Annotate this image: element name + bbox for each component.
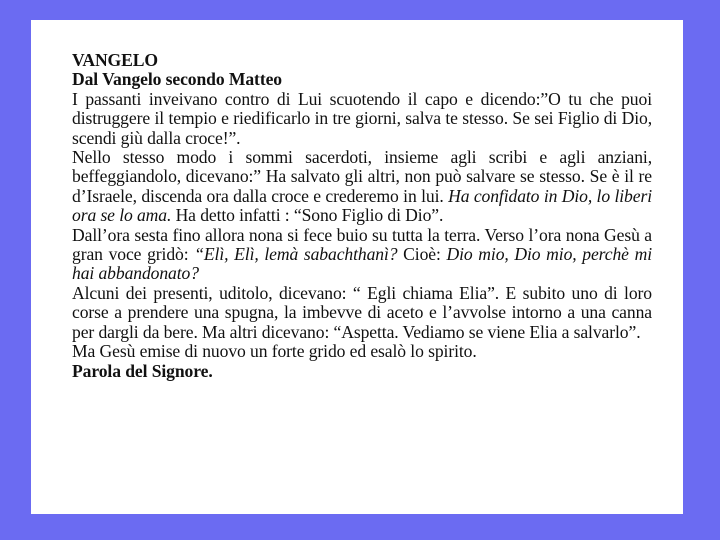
reading-title: VANGELO bbox=[72, 50, 158, 70]
paragraph bbox=[72, 342, 652, 361]
paragraph-text: Nello stesso modo i sommi sacerdoti, insieme agli scribi e agli anziani, beffeggiandolo, dicevano:” Ha salvato gli altri, non può salvare se stesso. Se è il re d’Israele, discenda ora dalla croce e crederemo in lui. bbox=[72, 147, 652, 206]
paragraph bbox=[72, 90, 652, 148]
reading-closing: Parola del Signore. bbox=[72, 360, 213, 381]
paragraph-italic-text: Dio mio, Dio mio, perchè mi hai abbandonato? bbox=[72, 244, 652, 284]
paragraph-text: Cioè: bbox=[397, 244, 447, 265]
paragraph-italic-text: “Elì, Elì, lemà sabachthanì? bbox=[194, 244, 398, 265]
paragraph-text: Ma Gesù emise di nuovo un forte grido ed esalò lo spirito. bbox=[72, 341, 477, 362]
paragraph-text: Dall’ora sesta fino allora nona si fece buio su tutta la terra. Verso l’ora nona Gesù a gran voce gridò: bbox=[72, 224, 652, 265]
slide-page bbox=[31, 20, 683, 514]
paragraph-text: I passanti inveivano contro di Lui scuotendo il capo e dicendo:”O tu che puoi distruggere il tempio e riedificarlo in tre giorni, salva te stesso. Se sei Figlio di Dio, scendi giù dalla croce!”. bbox=[72, 88, 652, 148]
paragraph bbox=[72, 226, 652, 284]
paragraph-text: Alcuni dei presenti, uditolo, dicevano: “ Egli chiama Elia”. E subito uno di loro corse a prendere una spugna, la imbevve di aceto e l’avvolse intorno a una canna per dargli da bere. Ma altri dicevano: “Aspetta. Vediamo se viene Elia a salvarlo”. bbox=[72, 282, 652, 342]
paragraph bbox=[72, 148, 652, 226]
reading-subtitle: Dal Vangelo secondo Matteo bbox=[72, 69, 282, 90]
gospel-reading bbox=[72, 51, 652, 381]
paragraph bbox=[72, 284, 652, 342]
paragraph-italic-text: Ha confidato in Dio, lo liberi ora se lo ama. bbox=[72, 185, 652, 226]
paragraph-text: Ha detto infatti : “Sono Figlio di Dio”. bbox=[171, 205, 444, 226]
